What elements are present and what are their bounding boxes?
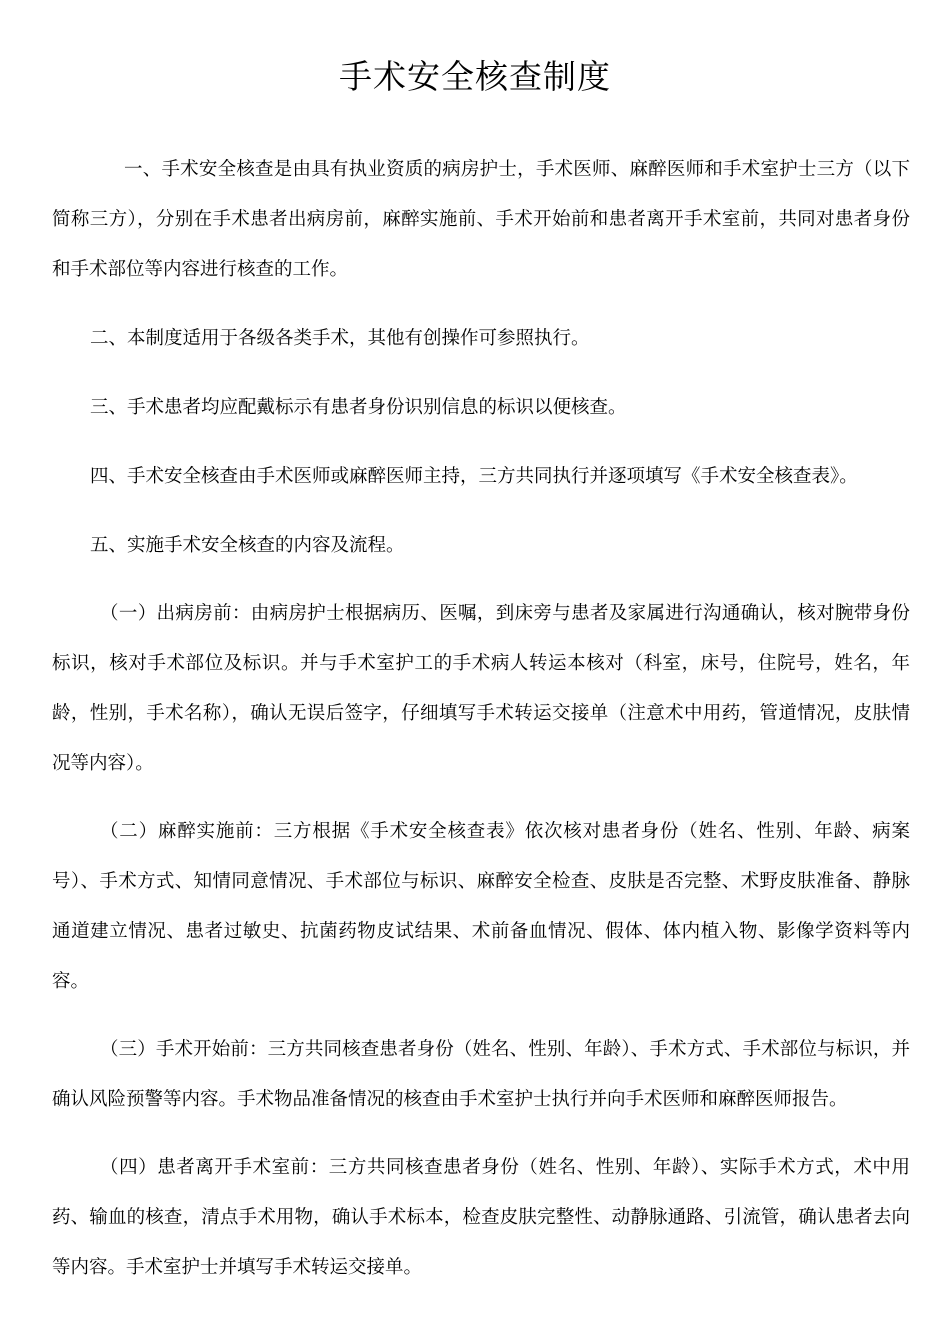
paragraph-2-scope: 二、本制度适用于各级各类手术，其他有创操作可参照执行。 <box>90 328 590 349</box>
paragraph-9-before-leaving-or: （四）患者离开手术室前：三方共同核查患者身份（姓名、性别、年龄）、实际手术方式，术中用药、输血的核查，清点手术用物，确认手术标本，检查皮肤完整性、动静脉通路、引流管，确认患者去向等内容。手术室护士并填写手术转运交接单。 <box>52 1157 910 1278</box>
paragraph-5-process-heading: 五、实施手术安全核查的内容及流程。 <box>90 535 405 556</box>
paragraph-7-before-anesthesia: （二）麻醉实施前：三方根据《手术安全核查表》依次核对患者身份（姓名、性别、年龄、病案号）、手术方式、知情同意情况、手术部位与标识、麻醉安全检查、皮肤是否完整、术野皮肤准备、静脉通道建立情况、患者过敏史、抗菌药物皮试结果、术前备血情况、假体、体内植入物、影像学资料等内容。 <box>52 821 910 992</box>
paragraph-1-definition: 一、手术安全核查是由具有执业资质的病房护士，手术医师、麻醉医师和手术室护士三方（以下简称三方），分别在手术患者出病房前，麻醉实施前、手术开始前和患者离开手术室前，共同对患者身份和手术部位等内容进行核查的工作。 <box>52 159 910 280</box>
paragraph-8-before-surgery: （三）手术开始前：三方共同核查患者身份（姓名、性别、年龄）、手术方式、手术部位与标识，并确认风险预警等内容。手术物品准备情况的核查由手术室护士执行并向手术医师和麻醉医师报告。 <box>52 1039 910 1110</box>
document-title: 手术安全核查制度 <box>339 57 611 96</box>
paragraph-3-identification: 三、手术患者均应配戴标示有患者身份识别信息的标识以便核查。 <box>90 397 627 418</box>
paragraph-4-responsibility: 四、手术安全核查由手术医师或麻醉医师主持，三方共同执行并逐项填写《手术安全核查表》。 <box>90 466 858 487</box>
paragraph-6-before-leaving-ward: （一）出病房前：由病房护士根据病历、医嘱，到床旁与患者及家属进行沟通确认，核对腕带身份标识，核对手术部位及标识。并与手术室护工的手术病人转运本核对（科室，床号，住院号，姓名，年龄，性别，手术名称），确认无误后签字，仔细填写手术转运交接单（注意术中用药，管道情况，皮肤情况等内容）。 <box>52 603 910 774</box>
